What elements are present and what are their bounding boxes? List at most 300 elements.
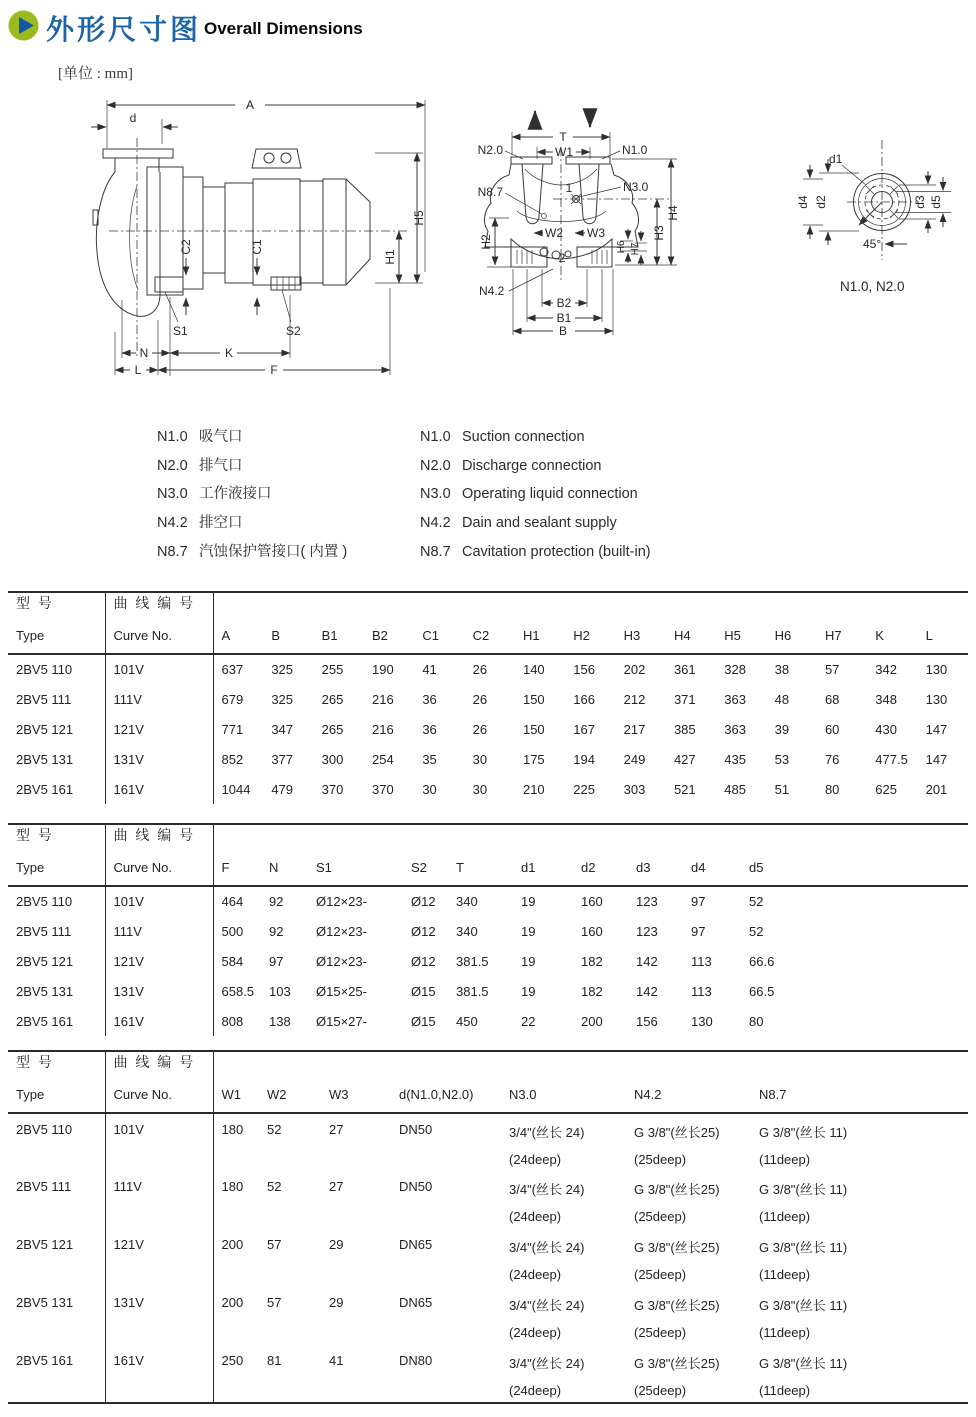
- legend-text: Suction connection: [462, 429, 585, 445]
- cell: 19: [521, 923, 536, 939]
- dim-label-N: N: [139, 346, 149, 360]
- point-label-2: 2: [558, 251, 566, 265]
- cell: 485: [724, 781, 746, 797]
- cell: 130: [925, 691, 948, 707]
- table-row: [8, 946, 968, 976]
- pump-side-view-drawing: [85, 92, 460, 392]
- column-header: N: [261, 824, 308, 886]
- legend-code: N3.0: [157, 486, 188, 503]
- cell: 19: [521, 894, 536, 909]
- cell: 113: [691, 983, 712, 999]
- cell: 381.5: [456, 953, 489, 969]
- cell-type: 2BV5 110: [8, 1113, 105, 1171]
- dim-label-C2: C2: [179, 239, 193, 255]
- table-row: [8, 1229, 968, 1287]
- dim-label-T: T: [559, 130, 567, 144]
- dim-label-W2: W2: [545, 226, 563, 240]
- cell: 29: [329, 1295, 344, 1310]
- cell-n30: 3/4"(丝长 24) (24deep): [509, 1240, 585, 1282]
- cell: 41: [329, 1353, 344, 1368]
- legend-code: N4.2: [157, 515, 188, 532]
- table-header-row: [8, 824, 968, 886]
- page-title-zh: 外形尺寸图: [46, 14, 202, 45]
- cell-curve: 101V: [105, 654, 213, 684]
- cell: Ø12×23-: [316, 923, 367, 939]
- cell: 190: [371, 662, 394, 677]
- legend-text: 排空口: [199, 515, 243, 532]
- front-view-linework: [484, 109, 677, 335]
- cell: 130: [691, 1013, 713, 1029]
- cell: DN80: [399, 1353, 433, 1368]
- legend-text: 排气口: [199, 457, 243, 474]
- dim-label-S1: S1: [173, 324, 188, 338]
- cell: 625: [875, 781, 897, 797]
- column-header: H4: [666, 592, 716, 654]
- cell: 140: [522, 662, 545, 677]
- cell: 194: [573, 751, 595, 767]
- dim-label-d: d: [129, 111, 137, 125]
- cell: 97: [691, 923, 706, 939]
- cell: 123: [636, 894, 658, 909]
- cell-curve: 131V: [105, 744, 213, 774]
- cell: 477.5: [875, 751, 908, 767]
- dim-label-H5: H5: [412, 210, 426, 226]
- cell: 427: [673, 751, 696, 767]
- dim-label-d2: d2: [814, 195, 828, 209]
- cell: 142: [636, 953, 658, 969]
- column-header: W1: [213, 1051, 259, 1113]
- dim-label-F: F: [270, 363, 278, 377]
- cell: 41: [422, 662, 437, 677]
- cell-n42: G 3/8"(丝长25) (25deep): [634, 1240, 720, 1282]
- cell: 381.5: [456, 983, 489, 999]
- cell: 328: [724, 662, 746, 677]
- cell: 500: [221, 923, 244, 939]
- table-row: [8, 1345, 968, 1403]
- cell: DN50: [399, 1179, 433, 1194]
- cell: 217: [623, 721, 646, 737]
- cell-type: 2BV5 111: [8, 916, 105, 946]
- cell-type: 2BV5 110: [8, 886, 105, 916]
- dim-label-d5: d5: [929, 195, 943, 209]
- flange-detail-drawing: [795, 132, 975, 307]
- dim-label-d1: d1: [829, 152, 843, 166]
- column-header: N3.0: [501, 1051, 626, 1113]
- cell: 200: [221, 1237, 244, 1252]
- cell: 450: [456, 1013, 478, 1029]
- cell: 147: [925, 751, 948, 767]
- table-row: [8, 654, 968, 684]
- cell: 250: [221, 1353, 244, 1368]
- legend-item: [420, 480, 651, 509]
- cell: 342: [875, 662, 897, 677]
- table-row: [8, 714, 968, 744]
- cell-n30: 3/4"(丝长 24) (24deep): [509, 1182, 585, 1224]
- dim-label-B2: B2: [556, 296, 572, 310]
- dim-label-B1: B1: [556, 311, 572, 325]
- legend-item: [157, 480, 347, 509]
- cell: 202: [623, 662, 646, 677]
- dim-label-K: K: [224, 346, 234, 360]
- column-header-curve: 曲 线 编 号 Curve No.: [105, 592, 213, 654]
- dim-label-H2: H2: [479, 234, 493, 250]
- cell: 19: [521, 953, 536, 969]
- dim-label-H6: H6: [616, 240, 627, 254]
- cell-n42: G 3/8"(丝长25) (25deep): [634, 1298, 720, 1340]
- table-row: [8, 744, 968, 774]
- column-header: d(N1.0,N2.0): [391, 1051, 501, 1113]
- cell: 658.5: [221, 983, 255, 999]
- dim-label-H3: H3: [652, 225, 666, 241]
- column-header: F: [213, 824, 261, 886]
- cell: 340: [456, 894, 478, 909]
- cell: 30: [472, 751, 488, 767]
- side-view-linework: [91, 100, 425, 376]
- table-row: [8, 1171, 968, 1229]
- cell: 103: [269, 983, 291, 999]
- legend-text: Cavitation protection (built-in): [462, 543, 651, 560]
- cell: 30: [472, 781, 488, 797]
- cell-curve: 121V: [105, 946, 213, 976]
- dim-label-W1: W1: [555, 145, 573, 159]
- column-header-type: 型 号 Type: [8, 1051, 105, 1113]
- cell: 377: [271, 751, 294, 767]
- cell: 27: [329, 1179, 344, 1194]
- cell: 479: [271, 781, 294, 797]
- cell: 255: [321, 662, 344, 677]
- cell: 51: [774, 781, 790, 797]
- column-header: d4: [683, 824, 741, 886]
- cell: 36: [422, 721, 437, 737]
- legend-english: [420, 423, 651, 566]
- unit-note: [单位 : mm]: [58, 66, 133, 82]
- cell: DN65: [399, 1295, 433, 1310]
- cell: 254: [371, 751, 394, 767]
- cell: 370: [321, 781, 344, 797]
- cell-curve: 101V: [105, 886, 213, 916]
- dim-label-d4: d4: [796, 195, 810, 209]
- cell: 160: [581, 894, 603, 909]
- cell: 265: [321, 691, 344, 707]
- cell-curve: 121V: [105, 714, 213, 744]
- cell: 1044: [221, 781, 251, 797]
- cell: 68: [824, 691, 840, 707]
- section-bullet-icon: [8, 10, 39, 41]
- table-row: [8, 886, 968, 916]
- legend-item: [157, 452, 347, 481]
- cell: DN65: [399, 1237, 433, 1252]
- cell: 584: [221, 953, 244, 969]
- dim-label-H1: H1: [383, 249, 397, 265]
- cell: 325: [271, 691, 294, 707]
- cell: 150: [522, 721, 545, 737]
- cell: DN50: [399, 1122, 433, 1137]
- cell-curve: 161V: [105, 1345, 213, 1403]
- point-label-1: 1: [565, 181, 573, 195]
- legend-code: N3.0: [420, 486, 451, 503]
- cell: 435: [724, 751, 746, 767]
- column-header: W3: [321, 1051, 391, 1113]
- dim-label-H4: H4: [666, 205, 680, 221]
- cell: 347: [271, 721, 294, 737]
- cell: 212: [623, 691, 646, 707]
- legend-text: Operating liquid connection: [462, 486, 638, 503]
- cell: 36: [422, 691, 437, 707]
- cell: 363: [724, 721, 746, 737]
- cell: 216: [371, 691, 394, 707]
- dim-label-N4.2: N4.2: [479, 284, 505, 298]
- cell: 300: [321, 751, 344, 767]
- cell-n87: G 3/8"(丝长 11) (11deep): [759, 1298, 848, 1340]
- pump-front-view-drawing: [465, 95, 715, 395]
- cell: 808: [221, 1013, 244, 1029]
- cell-type: 2BV5 131: [8, 1287, 105, 1345]
- flange-caption: N1.0, N2.0: [840, 279, 905, 294]
- legend-code: N2.0: [420, 457, 451, 474]
- dim-label-d3: d3: [913, 195, 927, 209]
- page-title-en: Overall Dimensions: [204, 19, 363, 38]
- cell: Ø12: [411, 923, 436, 939]
- cell: 216: [371, 721, 394, 737]
- cell: 521: [673, 781, 696, 797]
- legend-item: [157, 423, 347, 452]
- column-header: N8.7: [751, 1051, 968, 1113]
- cell: 363: [724, 691, 746, 707]
- column-header: S2: [403, 824, 448, 886]
- cell: 52: [267, 1122, 282, 1137]
- cell-n42: G 3/8"(丝长25) (25deep): [634, 1356, 720, 1398]
- legend-text: 汽蚀保护管接口( 内置 ): [199, 543, 348, 560]
- column-header: B: [263, 592, 313, 654]
- cell: 180: [221, 1179, 244, 1194]
- table-row: [8, 916, 968, 946]
- legend-item: [420, 509, 651, 538]
- cell: 66.6: [749, 953, 775, 969]
- column-header: H1: [515, 592, 565, 654]
- cell: 430: [875, 721, 897, 737]
- column-header: H2: [565, 592, 615, 654]
- column-header: T: [448, 824, 513, 886]
- cell: 182: [581, 983, 603, 999]
- column-header: H6: [767, 592, 817, 654]
- column-header: d1: [513, 824, 573, 886]
- cell-type: 2BV5 161: [8, 1345, 105, 1403]
- cell: 637: [221, 662, 244, 677]
- legend-item: [157, 538, 347, 567]
- cell-n42: G 3/8"(丝长25) (25deep): [634, 1182, 720, 1224]
- cell: 92: [269, 894, 284, 909]
- column-header: H3: [616, 592, 666, 654]
- cell: 175: [522, 751, 545, 767]
- cell: 92: [269, 923, 284, 939]
- cell: 57: [267, 1295, 282, 1310]
- dim-label-N8.7: N8.7: [477, 185, 503, 199]
- cell: 97: [691, 894, 706, 909]
- column-header: C2: [465, 592, 515, 654]
- cell: 38: [774, 662, 790, 677]
- cell: 249: [623, 751, 646, 767]
- column-header: S1: [308, 824, 403, 886]
- table-row: [8, 976, 968, 1006]
- column-header: C1: [414, 592, 464, 654]
- cell-type: 2BV5 131: [8, 976, 105, 1006]
- cell: Ø12: [411, 894, 436, 909]
- cell: 30: [422, 781, 437, 797]
- cell: 142: [636, 983, 658, 999]
- cell: 147: [925, 721, 948, 737]
- dim-label-S2: S2: [286, 324, 301, 338]
- cell: 150: [522, 691, 545, 707]
- legend-text: 工作液接口: [199, 486, 272, 503]
- cell: 52: [749, 894, 764, 909]
- column-header-curve: 曲 线 编 号 Curve No.: [105, 1051, 213, 1113]
- cell-type: 2BV5 111: [8, 684, 105, 714]
- cell: 97: [269, 953, 284, 969]
- dim-label-B: B: [558, 324, 568, 338]
- cell: 26: [472, 691, 488, 707]
- cell-type: 2BV5 121: [8, 1229, 105, 1287]
- cell: 201: [925, 781, 948, 797]
- legend-code: N8.7: [157, 543, 188, 560]
- dim-label-L: L: [134, 363, 142, 377]
- dim-label-N2.0: N2.0: [477, 143, 503, 157]
- cell: 81: [267, 1353, 282, 1368]
- cell: 182: [581, 953, 603, 969]
- cell-type: 2BV5 161: [8, 774, 105, 804]
- cell: 385: [673, 721, 696, 737]
- table-row: [8, 774, 968, 804]
- cell: 361: [673, 662, 696, 677]
- cell: Ø12×23-: [316, 894, 367, 909]
- cell: 325: [271, 662, 294, 677]
- dimension-table-2: [8, 823, 968, 1036]
- cell-n87: G 3/8"(丝长 11) (11deep): [759, 1356, 848, 1398]
- legend-code: N1.0: [420, 429, 451, 445]
- cell: 35: [422, 751, 437, 767]
- cell: 200: [581, 1013, 603, 1029]
- column-header: d5: [741, 824, 968, 886]
- legend-text: Discharge connection: [462, 457, 602, 474]
- cell: 371: [673, 691, 696, 707]
- cell: 167: [573, 721, 595, 737]
- cell: 225: [573, 781, 595, 797]
- cell: 60: [824, 721, 840, 737]
- cell-n87: G 3/8"(丝长 11) (11deep): [759, 1240, 848, 1282]
- cell-n30: 3/4"(丝长 24) (24deep): [509, 1356, 585, 1398]
- cell: 53: [774, 751, 790, 767]
- cell-curve: 121V: [105, 1229, 213, 1287]
- cell: 27: [329, 1122, 344, 1137]
- cell-n42: G 3/8"(丝长25) (25deep): [634, 1125, 720, 1167]
- dim-label-N3.0: N3.0: [623, 180, 649, 194]
- cell-curve: 111V: [105, 1171, 213, 1229]
- column-header: B1: [314, 592, 364, 654]
- cell: 52: [267, 1179, 282, 1194]
- cell: 52: [749, 923, 764, 939]
- dimension-table-1: [8, 591, 968, 804]
- cell: 76: [824, 751, 840, 767]
- column-header-type: 型 号 Type: [8, 824, 105, 886]
- column-header: H5: [716, 592, 766, 654]
- cell-type: 2BV5 121: [8, 714, 105, 744]
- legend-chinese: [157, 423, 347, 566]
- cell-curve: 161V: [105, 774, 213, 804]
- table-header-row: [8, 1051, 968, 1113]
- cell: Ø15: [411, 983, 436, 999]
- table-row: [8, 684, 968, 714]
- table-row: [8, 1006, 968, 1036]
- cell: 852: [221, 751, 244, 767]
- legend-item: [420, 538, 651, 567]
- column-header-curve: 曲 线 编 号 Curve No.: [105, 824, 213, 886]
- angle-label-45: 45°: [863, 237, 882, 251]
- cell: 22: [521, 1013, 536, 1029]
- cell-type: 2BV5 131: [8, 744, 105, 774]
- cell: 348: [875, 691, 897, 707]
- cell: 39: [774, 721, 790, 737]
- legend-code: N2.0: [157, 457, 188, 474]
- column-header: L: [918, 592, 968, 654]
- legend-text: Dain and sealant supply: [462, 515, 617, 532]
- dim-label-N1.0: N1.0: [622, 143, 648, 157]
- cell: Ø15: [411, 1013, 436, 1029]
- cell: 265: [321, 721, 344, 737]
- column-header-type: 型 号 Type: [8, 592, 105, 654]
- cell: 464: [221, 894, 244, 909]
- cell: 66.5: [749, 983, 775, 999]
- cell: Ø15×27-: [316, 1013, 367, 1029]
- cell-n87: G 3/8"(丝长 11) (11deep): [759, 1125, 848, 1167]
- column-header: W2: [259, 1051, 321, 1113]
- column-header: A: [213, 592, 263, 654]
- column-header: N4.2: [626, 1051, 751, 1113]
- cell: 303: [623, 781, 646, 797]
- legend-item: [420, 452, 651, 481]
- cell: Ø12: [411, 953, 436, 969]
- cell: 26: [472, 721, 488, 737]
- cell: 80: [824, 781, 840, 797]
- cell: 210: [522, 781, 545, 797]
- table-row: [8, 1113, 968, 1171]
- cell-n30: 3/4"(丝长 24) (24deep): [509, 1298, 585, 1340]
- cell: 340: [456, 923, 478, 939]
- cell: 160: [581, 923, 603, 939]
- cell-type: 2BV5 121: [8, 946, 105, 976]
- dim-label-W3: W3: [587, 226, 605, 240]
- cell-type: 2BV5 111: [8, 1171, 105, 1229]
- dimension-table-3: [8, 1050, 968, 1404]
- table-row: [8, 1287, 968, 1345]
- cell: Ø12×23-: [316, 953, 367, 969]
- cell: 26: [472, 662, 488, 677]
- cell-curve: 131V: [105, 1287, 213, 1345]
- cell: 180: [221, 1122, 244, 1137]
- cell: 29: [329, 1237, 344, 1252]
- cell-n87: G 3/8"(丝长 11) (11deep): [759, 1182, 848, 1224]
- cell: 771: [221, 721, 244, 737]
- cell: 19: [521, 983, 536, 999]
- legend-code: N4.2: [420, 515, 451, 532]
- cell-curve: 111V: [105, 684, 213, 714]
- cell: 48: [774, 691, 790, 707]
- cell-type: 2BV5 110: [8, 654, 105, 684]
- cell: 80: [749, 1013, 764, 1029]
- cell-type: 2BV5 161: [8, 1006, 105, 1036]
- cell: 57: [824, 662, 840, 677]
- legend-code: N1.0: [157, 429, 188, 445]
- cell: 200: [221, 1295, 244, 1310]
- cell: 370: [371, 781, 394, 797]
